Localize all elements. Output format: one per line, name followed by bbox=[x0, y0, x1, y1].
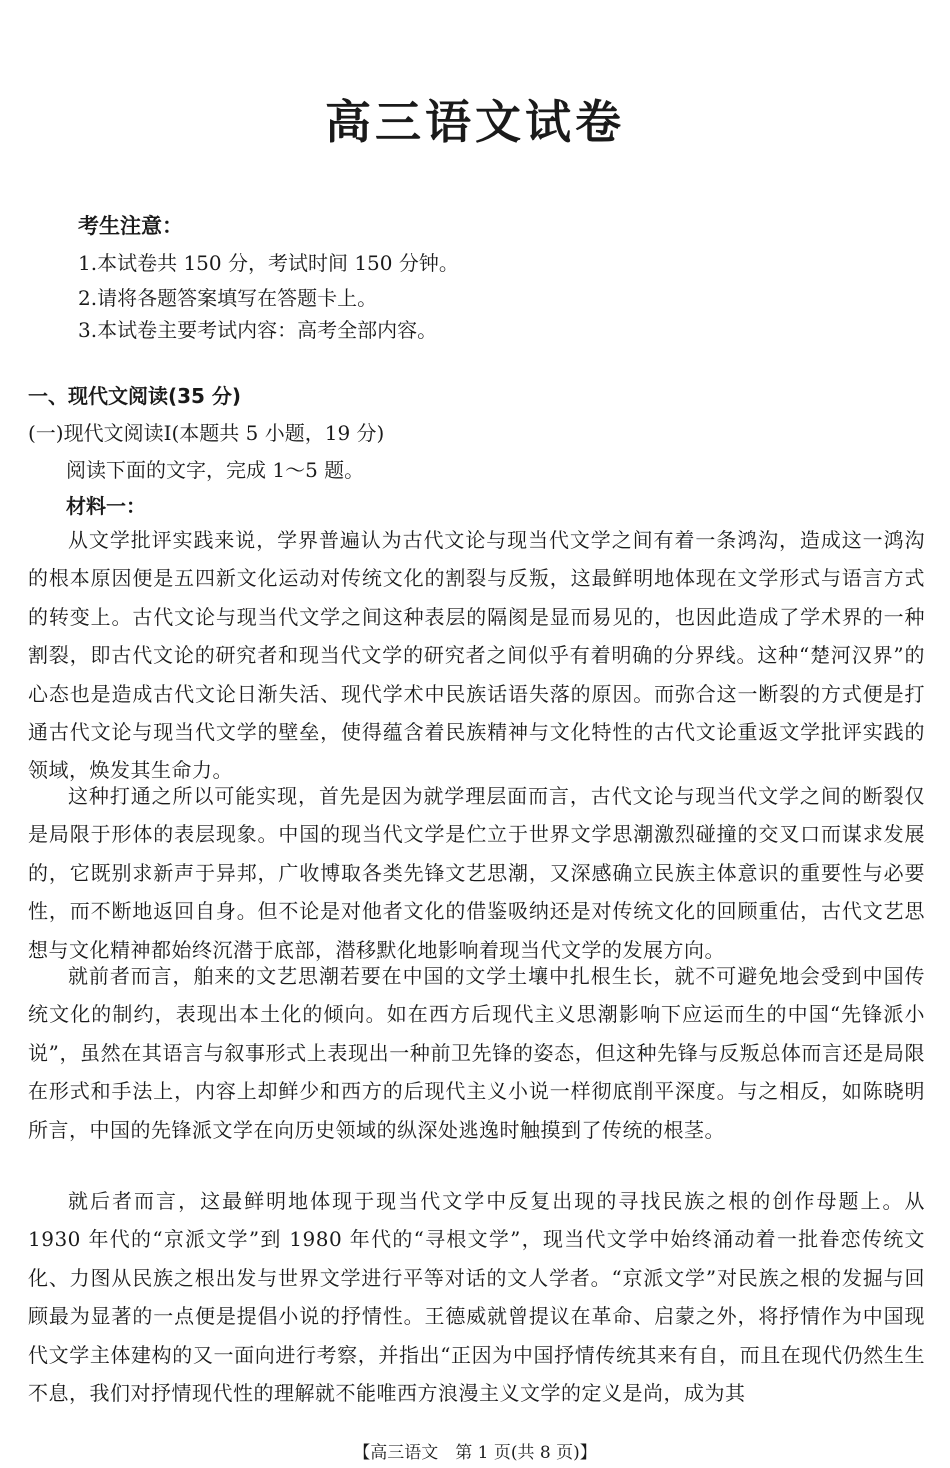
notice-heading: 考生注意： bbox=[78, 214, 183, 238]
subsection-heading: (一)现代文阅读Ⅰ(本题共 5 小题，19 分) bbox=[28, 421, 385, 445]
material-label: 材料一： bbox=[66, 494, 146, 518]
reading-instruction: 阅读下面的文字，完成 1～5 题。 bbox=[66, 458, 365, 482]
page-footer: 【高三语文 第 1 页(共 8 页)】 bbox=[353, 1443, 597, 1463]
exam-title: 高三语文试卷 bbox=[325, 95, 625, 149]
notice-item: 1.本试卷共 150 分，考试时间 150 分钟。 bbox=[78, 251, 459, 275]
passage-paragraph: 就前者而言，舶来的文艺思潮若要在中国的文学土壤中扎根生长，就不可避免地会受到中国传统文化的制约，表现出本土化的倾向。如在西方后现代主义思潮影响下应运而生的中国“先锋派小说”，虽然在其语言与叙事形式上表现出一种前卫先锋的姿态，但这种先锋与反叛总体而言还是局限在形式和手法上，内容上却鲜少和西方的后现代主义小说一样彻底削平深度。与之相反，如陈晓明所言，中国的先锋派文学在向历史领域的纵深处逃逸时触摸到了传统的根茎。 bbox=[28, 964, 925, 1142]
notice-item: 2.请将各题答案填写在答题卡上。 bbox=[78, 286, 378, 310]
passage-paragraph: 这种打通之所以可能实现，首先是因为就学理层面而言，古代文论与现当代文学之间的断裂仅是局限于形体的表层现象。中国的现当代文学是伫立于世界文学思潮激烈碰撞的交叉口而谋求发展的，它既别求新声于异邦，广收博取各类先锋文艺思潮，又深感确立民族主体意识的重要性与必要性，而不断地返回自身。但不论是对他者文化的借鉴吸纳还是对传统文化的回顾重估，古代文艺思想与文化精神都始终沉潜于底部，潜移默化地影响着现当代文学的发展方向。 bbox=[28, 784, 925, 962]
passage-paragraph: 就后者而言，这最鲜明地体现于现当代文学中反复出现的寻找民族之根的创作母题上。从 1930 年代的“京派文学”到 1980 年代的“寻根文学”，现当代文学中始终涌动着一批眷恋传统文化、力图从民族之根出发与世界文学进行平等对话的文人学者。“京派文学”对民族之根的发掘与回顾最为显著的一点便是提倡小说的抒情性。王德威就曾提议在革命、启蒙之外，将抒情作为中国现代文学主体建构的又一面向进行考察，并指出“正因为中国抒情传统其来有自，而且在现代仍然生生不息，我们对抒情现代性的理解就不能唯西方浪漫主义文学的定义是尚，成为其 bbox=[28, 1189, 925, 1406]
passage-paragraph: 从文学批评实践来说，学界普遍认为古代文论与现当代文学之间有着一条鸿沟，造成这一鸿沟的根本原因便是五四新文化运动对传统文化的割裂与反叛，这最鲜明地体现在文学形式与语言方式的转变上。古代文论与现当代文学之间这种表层的隔阂是显而易见的，也因此造成了学术界的一种割裂，即古代文论的研究者和现当代文学的研究者之间似乎有着明确的分界线。这种“楚河汉界”的心态也是造成古代文论日渐失活、现代学术中民族话语失落的原因。而弥合这一断裂的方式便是打通古代文论与现当代文学的壁垒，使得蕴含着民族精神与文化特性的古代文论重返文学批评实践的领域，焕发其生命力。 bbox=[28, 528, 925, 783]
notice-item: 3.本试卷主要考试内容：高考全部内容。 bbox=[78, 318, 438, 342]
section-heading: 一、现代文阅读(35 分) bbox=[28, 384, 242, 408]
